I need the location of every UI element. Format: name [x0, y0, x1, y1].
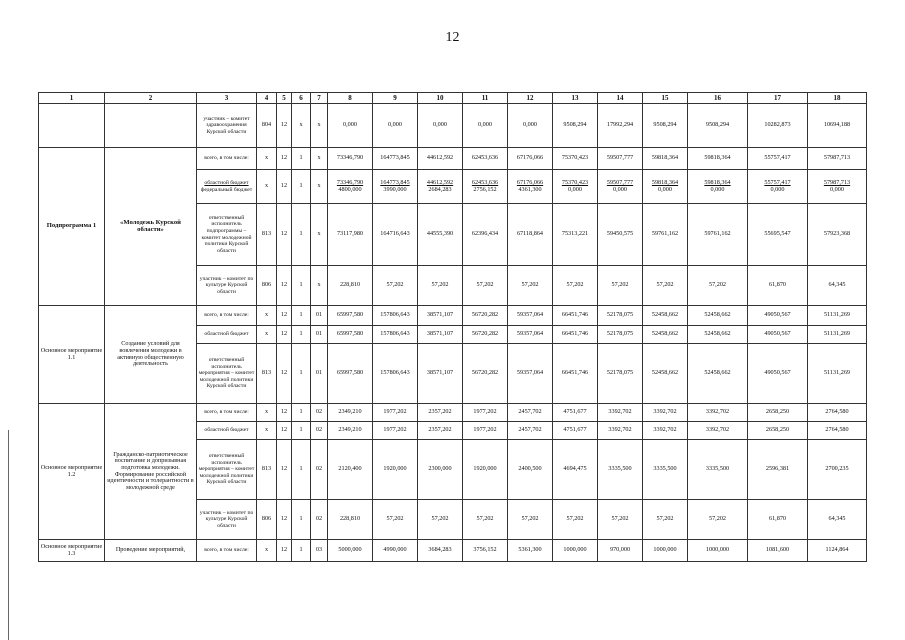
value-cell: 2658,250 [748, 422, 808, 440]
code-cell: 1 [292, 440, 311, 500]
header-cell: 5 [277, 93, 292, 104]
value-cell: 51131,269 [808, 326, 867, 344]
code-cell: х [257, 170, 277, 204]
code-cell: х [257, 404, 277, 422]
value-cell: 2349,210 [328, 422, 373, 440]
value-regional: 164773,845 [380, 178, 410, 186]
code-cell: 1 [292, 344, 311, 404]
executor-cell: ответственный исполнитель подпрограммы – комитет молодежной политики Курской области [197, 204, 257, 266]
value-cell: 75313,221 [553, 204, 598, 266]
code-cell: 813 [257, 440, 277, 500]
value-regional: 59818,364 [651, 178, 679, 186]
code-cell: х [311, 148, 328, 170]
code-cell: 12 [277, 422, 292, 440]
code-cell: 1 [292, 500, 311, 540]
value-cell: 2658,250 [748, 404, 808, 422]
value-cell: 0,000 [418, 104, 463, 148]
value-cell [808, 170, 867, 204]
value-regional: 75370,423 [561, 178, 589, 186]
value-cell: 57,202 [643, 500, 688, 540]
value-cell: 4990,000 [373, 540, 418, 562]
header-cell: 9 [373, 93, 418, 104]
value-cell: 49050,567 [748, 326, 808, 344]
value-federal: 0,000 [613, 185, 627, 193]
value-cell: 2400,500 [508, 440, 553, 500]
code-cell: 02 [311, 440, 328, 500]
value-cell: 62453,636 [463, 148, 508, 170]
header-cell: 12 [508, 93, 553, 104]
section-title: «Молодежь Курской области» [105, 148, 197, 306]
table-row [39, 148, 867, 170]
value-cell: 3392,702 [598, 404, 643, 422]
value-regional: 57987,713 [823, 178, 851, 186]
value-regional: 59507,777 [606, 178, 634, 186]
value-cell: 52458,662 [643, 344, 688, 404]
value-cell: 3392,702 [688, 404, 748, 422]
code-cell: 813 [257, 204, 277, 266]
executor-cell: ответственный исполнитель мероприятия – комитет молодежной политики Курской области [197, 344, 257, 404]
value-cell: 3392,702 [598, 422, 643, 440]
value-cell: 3392,702 [643, 404, 688, 422]
source-cell: всего, в том числе: [197, 306, 257, 326]
value-cell: 59357,064 [508, 306, 553, 326]
header-cell: 1 [39, 93, 105, 104]
header-cell: 4 [257, 93, 277, 104]
value-cell: 52458,662 [643, 326, 688, 344]
value-cell [463, 170, 508, 204]
value-cell: 59818,364 [688, 148, 748, 170]
value-cell [643, 170, 688, 204]
header-cell: 18 [808, 93, 867, 104]
value-cell: 57,202 [688, 500, 748, 540]
value-cell: 2764,580 [808, 422, 867, 440]
value-cell: 5361,300 [508, 540, 553, 562]
value-federal: 0,000 [568, 185, 582, 193]
value-cell: 9508,294 [643, 104, 688, 148]
value-cell: 66451,746 [553, 344, 598, 404]
value-cell: 57,202 [463, 500, 508, 540]
value-cell: 970,000 [598, 540, 643, 562]
header-cell: 11 [463, 93, 508, 104]
value-federal: 0,000 [710, 185, 725, 193]
code-cell: х [257, 148, 277, 170]
source-federal: федеральный бюджет [200, 186, 253, 193]
value-cell: 38571,107 [418, 326, 463, 344]
code-cell: 01 [311, 326, 328, 344]
value-cell: 2120,400 [328, 440, 373, 500]
value-cell: 164716,643 [373, 204, 418, 266]
value-cell: 228,810 [328, 266, 373, 306]
code-cell: 01 [311, 306, 328, 326]
value-regional: 67176,066 [516, 178, 544, 186]
value-cell: 57,202 [553, 266, 598, 306]
value-cell: 3756,152 [463, 540, 508, 562]
value-cell: 57,202 [598, 266, 643, 306]
value-cell: 157806,643 [373, 306, 418, 326]
value-cell: 52458,662 [643, 306, 688, 326]
value-cell: 56720,282 [463, 344, 508, 404]
section-title: Проведение мероприятий, [105, 540, 197, 562]
value-cell [418, 170, 463, 204]
code-cell: 806 [257, 266, 277, 306]
section-title: Создание условий для вовлечения молодежи в активную общественную деятельность [105, 306, 197, 404]
value-cell: 57987,713 [808, 148, 867, 170]
value-cell: 38571,107 [418, 344, 463, 404]
source-cell [197, 170, 257, 204]
value-cell: 9508,294 [688, 104, 748, 148]
code-cell: 01 [311, 344, 328, 404]
value-cell: 57,202 [553, 500, 598, 540]
participant-cell: участник – комитет здравоохранения Курской области [197, 104, 257, 148]
value-cell: 67118,864 [508, 204, 553, 266]
value-federal: 3990,000 [383, 185, 407, 193]
value-federal: 2756,152 [473, 185, 497, 193]
code-cell: 02 [311, 404, 328, 422]
value-cell: 0,000 [373, 104, 418, 148]
value-cell: 164773,845 [373, 148, 418, 170]
code-cell: 806 [257, 500, 277, 540]
value-federal: 4361,300 [518, 185, 542, 193]
value-cell: 52178,075 [598, 344, 643, 404]
value-cell: 2457,702 [508, 422, 553, 440]
value-cell: 3335,500 [643, 440, 688, 500]
code-cell: 813 [257, 344, 277, 404]
code-cell: 1 [292, 422, 311, 440]
table-row [39, 404, 867, 422]
value-federal: 4800,000 [338, 185, 362, 193]
value-cell: 4751,677 [553, 404, 598, 422]
source-regional: областной бюджет [204, 179, 249, 186]
value-regional: 59818,364 [704, 178, 731, 186]
value-cell: 2764,580 [808, 404, 867, 422]
header-cell: 3 [197, 93, 257, 104]
value-cell: 57,202 [598, 500, 643, 540]
value-cell: 65997,580 [328, 306, 373, 326]
page-number: 12 [445, 30, 460, 45]
value-cell [748, 170, 808, 204]
code-cell: 1 [292, 326, 311, 344]
value-cell: 59450,575 [598, 204, 643, 266]
section-name: Основное мероприятие 1.3 [39, 540, 105, 562]
value-cell [598, 170, 643, 204]
value-federal: 0,000 [770, 185, 785, 193]
value-cell: 57,202 [373, 266, 418, 306]
margin-line [8, 430, 9, 640]
header-cell: 14 [598, 93, 643, 104]
code-cell: 12 [277, 170, 292, 204]
value-cell: 57,202 [508, 500, 553, 540]
code-cell: 12 [277, 440, 292, 500]
value-cell: 1977,202 [373, 422, 418, 440]
value-cell: 64,345 [808, 500, 867, 540]
value-cell: 51131,269 [808, 344, 867, 404]
code-cell: 1 [292, 404, 311, 422]
code-cell: 1 [292, 266, 311, 306]
code-cell: 804 [257, 104, 277, 148]
value-regional: 73346,790 [336, 178, 364, 186]
value-cell: 56720,282 [463, 306, 508, 326]
code-cell: х [257, 326, 277, 344]
value-cell: 61,870 [748, 266, 808, 306]
source-cell: областной бюджет [197, 326, 257, 344]
code-cell: 12 [277, 148, 292, 170]
value-regional: 62453,636 [471, 178, 499, 186]
value-cell: 57,202 [508, 266, 553, 306]
header-cell: 6 [292, 93, 311, 104]
value-cell: 2300,000 [418, 440, 463, 500]
section-name: Основное мероприятие 1.2 [39, 404, 105, 540]
value-cell: 65997,580 [328, 344, 373, 404]
value-federal: 0,000 [830, 185, 844, 193]
code-cell: х [311, 104, 328, 148]
header-cell: 8 [328, 93, 373, 104]
code-cell: 12 [277, 306, 292, 326]
code-cell: х [311, 170, 328, 204]
value-cell: 49050,567 [748, 344, 808, 404]
code-cell: 12 [277, 404, 292, 422]
code-cell: 12 [277, 500, 292, 540]
value-cell: 2349,210 [328, 404, 373, 422]
header-cell: 2 [105, 93, 197, 104]
table-row [39, 306, 867, 326]
header-cell: 16 [688, 93, 748, 104]
value-cell: 10282,873 [748, 104, 808, 148]
value-cell: 59357,064 [508, 326, 553, 344]
value-cell: 10694,188 [808, 104, 867, 148]
value-cell: 59761,162 [688, 204, 748, 266]
value-cell: 0,000 [463, 104, 508, 148]
value-cell: 66451,746 [553, 326, 598, 344]
value-cell: 157806,643 [373, 326, 418, 344]
value-cell: 57,202 [643, 266, 688, 306]
header-cell: 15 [643, 93, 688, 104]
value-cell: 5000,000 [328, 540, 373, 562]
section-title: Гражданско-патриотическое воспитание и допризывная подготовка молодежи. Формирование российской идентичности и толерантности в молодежной среде [105, 404, 197, 540]
value-cell: 4751,677 [553, 422, 598, 440]
value-regional: 44612,592 [426, 178, 454, 186]
header-row [39, 93, 867, 104]
value-cell: 38571,107 [418, 306, 463, 326]
value-cell: 55695,547 [748, 204, 808, 266]
budget-table-sheet [38, 92, 866, 562]
value-federal: 0,000 [658, 185, 672, 193]
value-cell: 3392,702 [643, 422, 688, 440]
value-cell: 51131,269 [808, 306, 867, 326]
value-cell: 62396,434 [463, 204, 508, 266]
value-cell: 2457,702 [508, 404, 553, 422]
code-cell: х [311, 266, 328, 306]
value-cell: 75370,423 [553, 148, 598, 170]
section-name: Подпрограмма 1 [39, 148, 105, 306]
value-cell: 52458,662 [688, 306, 748, 326]
participant-cell: участник – комитет по культуре Курской области [197, 500, 257, 540]
header-cell: 10 [418, 93, 463, 104]
value-cell [688, 170, 748, 204]
value-cell: 64,345 [808, 266, 867, 306]
value-cell: 56720,282 [463, 326, 508, 344]
participant-cell: участник – комитет по культуре Курской области [197, 266, 257, 306]
value-cell: 2357,202 [418, 404, 463, 422]
code-cell: х [292, 104, 311, 148]
code-cell: 03 [311, 540, 328, 562]
value-cell: 157806,643 [373, 344, 418, 404]
empty-cell [39, 104, 105, 148]
code-cell: 12 [277, 540, 292, 562]
header-cell: 17 [748, 93, 808, 104]
code-cell: 12 [277, 344, 292, 404]
code-cell: 12 [277, 204, 292, 266]
value-cell: 52458,662 [688, 344, 748, 404]
value-cell: 52178,075 [598, 326, 643, 344]
value-cell: 59761,162 [643, 204, 688, 266]
value-cell: 2357,202 [418, 422, 463, 440]
source-cell: всего, в том числе: [197, 404, 257, 422]
value-cell [328, 170, 373, 204]
value-cell: 52458,662 [688, 326, 748, 344]
value-cell: 9508,294 [553, 104, 598, 148]
code-cell: 1 [292, 170, 311, 204]
table-row [39, 540, 867, 562]
value-cell: 73346,790 [328, 148, 373, 170]
code-cell: 1 [292, 148, 311, 170]
header-cell: 13 [553, 93, 598, 104]
value-cell: 3335,500 [598, 440, 643, 500]
value-regional: 55757,417 [764, 178, 791, 186]
value-cell [508, 170, 553, 204]
code-cell: 1 [292, 540, 311, 562]
value-cell: 4694,475 [553, 440, 598, 500]
value-cell: 57,202 [463, 266, 508, 306]
value-cell: 1081,600 [748, 540, 808, 562]
code-cell: 02 [311, 500, 328, 540]
source-cell: областной бюджет [197, 422, 257, 440]
value-cell: 44555,390 [418, 204, 463, 266]
value-cell: 52178,075 [598, 306, 643, 326]
code-cell: 02 [311, 422, 328, 440]
code-cell: 12 [277, 104, 292, 148]
value-cell: 17992,294 [598, 104, 643, 148]
value-cell: 44612,592 [418, 148, 463, 170]
code-cell: х [257, 540, 277, 562]
value-cell: 59818,364 [643, 148, 688, 170]
value-cell: 1920,000 [463, 440, 508, 500]
value-cell: 0,000 [328, 104, 373, 148]
code-cell: 1 [292, 204, 311, 266]
empty-cell [105, 104, 197, 148]
value-cell: 1977,202 [463, 404, 508, 422]
table-row [39, 104, 867, 148]
value-cell: 3684,283 [418, 540, 463, 562]
value-cell: 57,202 [418, 500, 463, 540]
code-cell: х [311, 204, 328, 266]
value-cell: 1000,000 [553, 540, 598, 562]
value-cell: 55757,417 [748, 148, 808, 170]
code-cell: х [257, 306, 277, 326]
value-cell: 1000,000 [643, 540, 688, 562]
code-cell: 12 [277, 266, 292, 306]
executor-cell: ответственный исполнитель мероприятия – комитет молодежной политики Курской области [197, 440, 257, 500]
value-cell: 59507,777 [598, 148, 643, 170]
source-cell: всего, в том числе: [197, 540, 257, 562]
value-cell: 66451,746 [553, 306, 598, 326]
header-cell: 7 [311, 93, 328, 104]
value-cell: 2700,235 [808, 440, 867, 500]
value-federal: 2684,283 [428, 185, 452, 193]
value-cell [373, 170, 418, 204]
value-cell: 1920,000 [373, 440, 418, 500]
value-cell: 57,202 [418, 266, 463, 306]
value-cell: 0,000 [508, 104, 553, 148]
value-cell: 59357,064 [508, 344, 553, 404]
value-cell: 3392,702 [688, 422, 748, 440]
code-cell: 12 [277, 326, 292, 344]
value-cell [553, 170, 598, 204]
code-cell: 1 [292, 306, 311, 326]
value-cell: 57923,368 [808, 204, 867, 266]
value-cell: 57,202 [373, 500, 418, 540]
value-cell: 61,870 [748, 500, 808, 540]
value-cell: 228,810 [328, 500, 373, 540]
budget-table [38, 92, 867, 562]
value-cell: 1000,000 [688, 540, 748, 562]
value-cell: 67176,066 [508, 148, 553, 170]
value-cell: 2596,381 [748, 440, 808, 500]
section-name: Основное мероприятие 1.1 [39, 306, 105, 404]
value-cell: 73117,980 [328, 204, 373, 266]
code-cell: х [257, 422, 277, 440]
value-cell: 3335,500 [688, 440, 748, 500]
value-cell: 65997,580 [328, 326, 373, 344]
value-cell: 1124,864 [808, 540, 867, 562]
value-cell: 49050,567 [748, 306, 808, 326]
value-cell: 1977,202 [373, 404, 418, 422]
value-cell: 1977,202 [463, 422, 508, 440]
value-cell: 57,202 [688, 266, 748, 306]
source-cell: всего, в том числе: [197, 148, 257, 170]
